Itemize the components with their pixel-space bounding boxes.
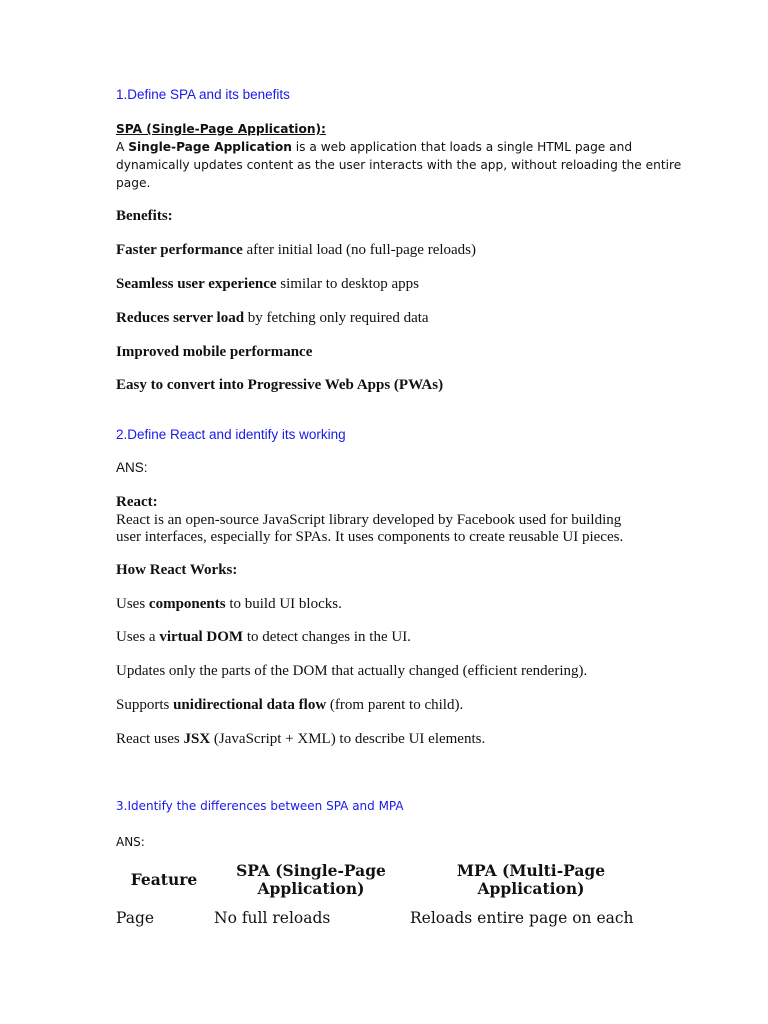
spa-definition-line2: dynamically updates content as the user interacts with the app, without reloading the entire — [116, 158, 682, 172]
benefit-item — [116, 242, 476, 259]
table-cell-spa: No full reloads — [214, 909, 331, 927]
point-bold: JSX — [183, 731, 211, 747]
header-mpa-line1: MPA (Multi-Page — [456, 861, 606, 880]
react-point — [116, 596, 342, 613]
table-header-spa — [216, 862, 406, 898]
table-cell-feature: Page — [116, 909, 155, 927]
q1-heading: 1.Define SPA and its benefits — [116, 87, 290, 102]
benefit-bold: Improved mobile performance — [116, 344, 313, 360]
spa-def-rest: is a web application that loads a single HTML page and — [291, 140, 633, 154]
benefit-rest: similar to desktop apps — [276, 276, 420, 292]
react-label-text: React: — [116, 494, 158, 510]
spa-title — [116, 120, 326, 138]
point-bold: virtual DOM — [159, 629, 244, 645]
benefit-bold: Seamless user experience — [116, 276, 277, 292]
point-bold: unidirectional data flow — [173, 697, 327, 713]
point-bold: components — [148, 596, 226, 612]
benefit-item — [116, 377, 443, 394]
spa-title-text: SPA (Single-Page Application): — [116, 122, 326, 136]
benefit-bold: Reduces server load — [116, 310, 245, 326]
benefit-item — [116, 276, 419, 293]
benefits-label-text: Benefits: — [116, 208, 173, 224]
benefit-item — [116, 310, 429, 327]
spa-definition-line3: page. — [116, 176, 151, 190]
header-spa-line1: SPA (Single-Page — [236, 861, 386, 880]
point-post: to detect changes in the UI. — [243, 629, 411, 645]
table-header-mpa — [416, 862, 646, 898]
react-point — [116, 697, 463, 714]
point-post: (from parent to child). — [326, 697, 464, 713]
benefit-bold: Faster performance — [116, 242, 243, 258]
table-header-feature: Feature — [130, 870, 198, 889]
spa-mpa-table — [116, 862, 656, 942]
spa-def-prefix: A — [116, 140, 129, 154]
q2-ans-label: ANS: — [116, 460, 148, 475]
react-point — [116, 629, 411, 646]
react-desc-line2: user interfaces, especially for SPAs. It uses components to create reusable UI pieces. — [116, 529, 624, 545]
react-point — [116, 731, 485, 748]
table-cell-mpa: Reloads entire page on each — [410, 909, 634, 927]
point-pre: React uses — [116, 731, 184, 747]
point-pre: Uses — [116, 596, 149, 612]
how-react-works-label — [116, 562, 237, 579]
header-spa-line2: Application) — [257, 879, 365, 898]
point-post: (JavaScript + XML) to describe UI elements. — [210, 731, 486, 747]
benefit-item — [116, 344, 312, 361]
q3-ans-label: ANS: — [116, 835, 145, 849]
benefit-rest: after initial load (no full-page reloads) — [242, 242, 477, 258]
benefit-bold: Easy to convert into Progressive Web Apps (PWAs) — [116, 377, 444, 393]
q2-heading: 2.Define React and identify its working — [116, 427, 346, 442]
spa-definition-line1 — [116, 138, 632, 156]
react-desc-line1: React is an open-source JavaScript library developed by Facebook used for building — [116, 512, 622, 528]
benefits-label — [116, 208, 173, 225]
react-label — [116, 494, 158, 511]
point-post: to build UI blocks. — [225, 596, 342, 612]
q3-heading: 3.Identify the differences between SPA and MPA — [116, 799, 404, 813]
header-mpa-line2: Application) — [477, 879, 585, 898]
point-pre: Updates only the parts of the DOM that actually changed (efficient rendering). — [116, 663, 588, 679]
point-pre: Uses a — [116, 629, 160, 645]
spa-def-bold: Single-Page Application — [128, 140, 292, 154]
how-label-text: How React Works: — [116, 562, 238, 578]
react-point — [116, 663, 587, 680]
point-pre: Supports — [116, 697, 174, 713]
benefit-rest: by fetching only required data — [244, 310, 429, 326]
